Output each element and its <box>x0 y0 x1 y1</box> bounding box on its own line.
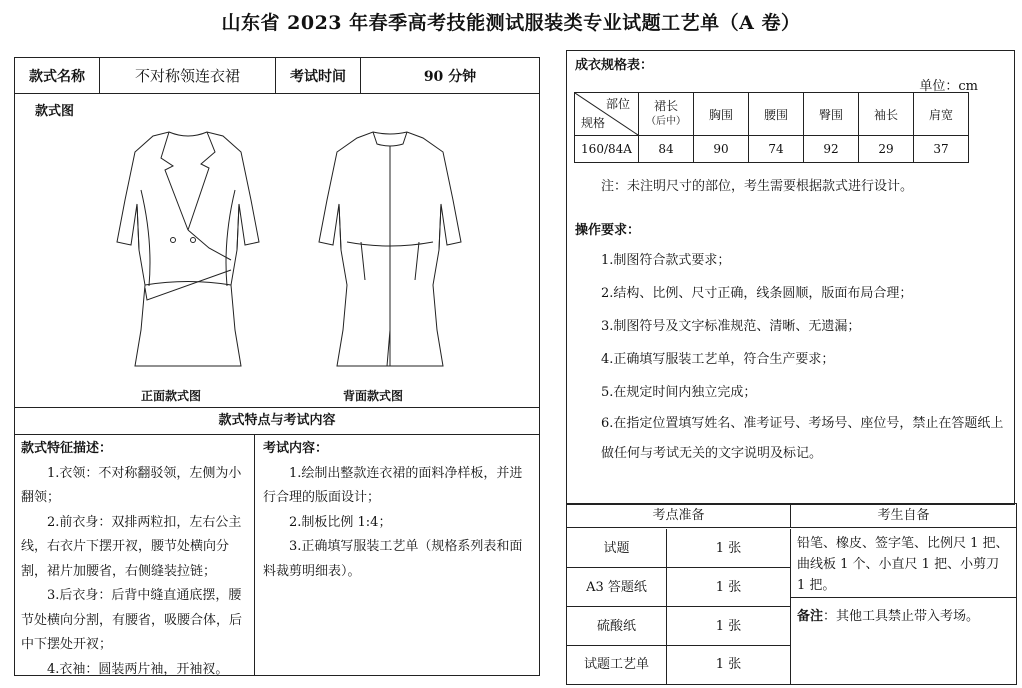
spec-value: 92 <box>804 136 859 163</box>
spec-col: 臀围 <box>804 93 859 136</box>
requirement-item: 6.在指定位置填写姓名、准考证号、考场号、座位号，禁止在答题纸上做任何与考试无关的文字说明及标记。 <box>601 416 1004 461</box>
requirements-heading: 操作要求： <box>575 223 641 238</box>
prep-qty: 1 张 <box>667 568 791 607</box>
spec-value: 37 <box>914 136 969 163</box>
spec-table <box>574 92 969 163</box>
spec-value: 29 <box>859 136 914 163</box>
front-dress-sketch <box>113 130 263 375</box>
spec-size: 160/84A <box>575 136 639 163</box>
requirement-item: 5.在规定时间内独立完成； <box>601 385 757 400</box>
prep-qty: 1 张 <box>667 646 791 684</box>
style-name-value: 不对称领连衣裙 <box>100 58 276 93</box>
prep-item: 硫酸纸 <box>567 607 667 646</box>
prep-item: 试题 <box>567 529 667 568</box>
spec-value: 90 <box>694 136 749 163</box>
candidate-tools: 铅笔、橡皮、签字笔、比例尺 1 把、曲线板 1 个、小直尺 1 把、小剪刀 1 把。 <box>791 529 1016 598</box>
spec-note: 注：未注明尺寸的部位，考生需要根据款式进行设计。 <box>601 179 914 194</box>
col-label: 裙长 <box>653 99 678 113</box>
feature-item: 2.前衣身：双排两粒扣，左右公主线，右衣片下摆开衩，腰节处横向分割，裙片加腰省，右侧缝装拉链； <box>21 514 242 579</box>
col-sublabel: （后中） <box>646 116 686 127</box>
exam-time-value: 90 分钟 <box>423 68 477 85</box>
spec-col-skirt <box>639 93 694 136</box>
section-title: 款式特点与考试内容 <box>15 408 539 435</box>
prep-qty: 1 张 <box>667 607 791 646</box>
spec-value: 84 <box>639 136 694 163</box>
spec-panel <box>566 50 1015 505</box>
front-caption: 正面款式图 <box>141 389 202 403</box>
style-name-label: 款式名称 <box>15 58 100 93</box>
venue-heading: 考点准备 <box>567 504 791 528</box>
exam-item: 1.绘制出整款连衣裙的面料净样板，并进行合理的版面设计； <box>263 465 523 505</box>
spec-unit: 单位：cm <box>919 79 978 94</box>
exam-content-heading: 考试内容： <box>263 441 329 456</box>
spec-col: 腰围 <box>749 93 804 136</box>
feature-item: 3.后衣身：后背中缝直通底摆，腰节处横向分割，有腰省，吸腰合体，后中下摆处开衩； <box>21 588 243 652</box>
spec-value: 74 <box>749 136 804 163</box>
requirement-item: 4.正确填写服装工艺单，符合生产要求； <box>601 352 835 367</box>
remark-text: ：其他工具禁止带入考场。 <box>823 609 980 624</box>
candidate-heading: 考生自备 <box>791 504 1016 528</box>
page-title: 山东省 2023 年春季高考技能测试服装类专业试题工艺单（A 卷） <box>221 12 801 34</box>
spec-col: 袖长 <box>859 93 914 136</box>
prep-item: A3 答题纸 <box>567 568 667 607</box>
header-row <box>15 58 539 94</box>
requirement-item: 2.结构、比例、尺寸正确，线条圆顺，版面布局合理； <box>601 286 913 301</box>
style-drawing-area <box>15 94 539 408</box>
remark-label: 备注 <box>797 609 824 624</box>
feature-item: 4.衣袖：圆装两片袖，开袖衩。 <box>47 661 229 677</box>
requirement-item: 3.制图符号及文字标准规范、清晰、无遗漏； <box>601 319 861 334</box>
spec-label: 成衣规格表： <box>575 58 654 73</box>
prep-item: 试题工艺单 <box>567 646 667 684</box>
materials-table <box>566 503 1017 685</box>
exam-time-label: 考试时间 <box>276 58 361 93</box>
spec-corner-cell <box>575 93 639 136</box>
features-description <box>15 435 255 675</box>
prep-qty: 1 张 <box>667 529 791 568</box>
feature-item: 1.衣领：不对称翻驳领，左侧为小翻领； <box>21 465 242 505</box>
requirements <box>575 219 1007 469</box>
features-heading: 款式特征描述： <box>21 441 113 456</box>
spec-col: 肩宽 <box>914 93 969 136</box>
corner-top: 部位 <box>605 97 630 111</box>
spec-col: 胸围 <box>694 93 749 136</box>
style-panel <box>14 57 540 676</box>
back-caption: 背面款式图 <box>343 389 404 403</box>
back-dress-sketch <box>315 130 465 375</box>
corner-bottom: 规格 <box>581 116 606 130</box>
exam-item: 2.制板比例 1:4； <box>289 514 392 530</box>
remark <box>791 598 1016 684</box>
exam-item: 3.正确填写服装工艺单（规格系列表和面料裁剪明细表）。 <box>263 539 523 579</box>
style-drawing-label: 款式图 <box>35 104 75 119</box>
requirement-item: 1.制图符合款式要求； <box>601 253 731 268</box>
exam-content <box>255 435 539 675</box>
